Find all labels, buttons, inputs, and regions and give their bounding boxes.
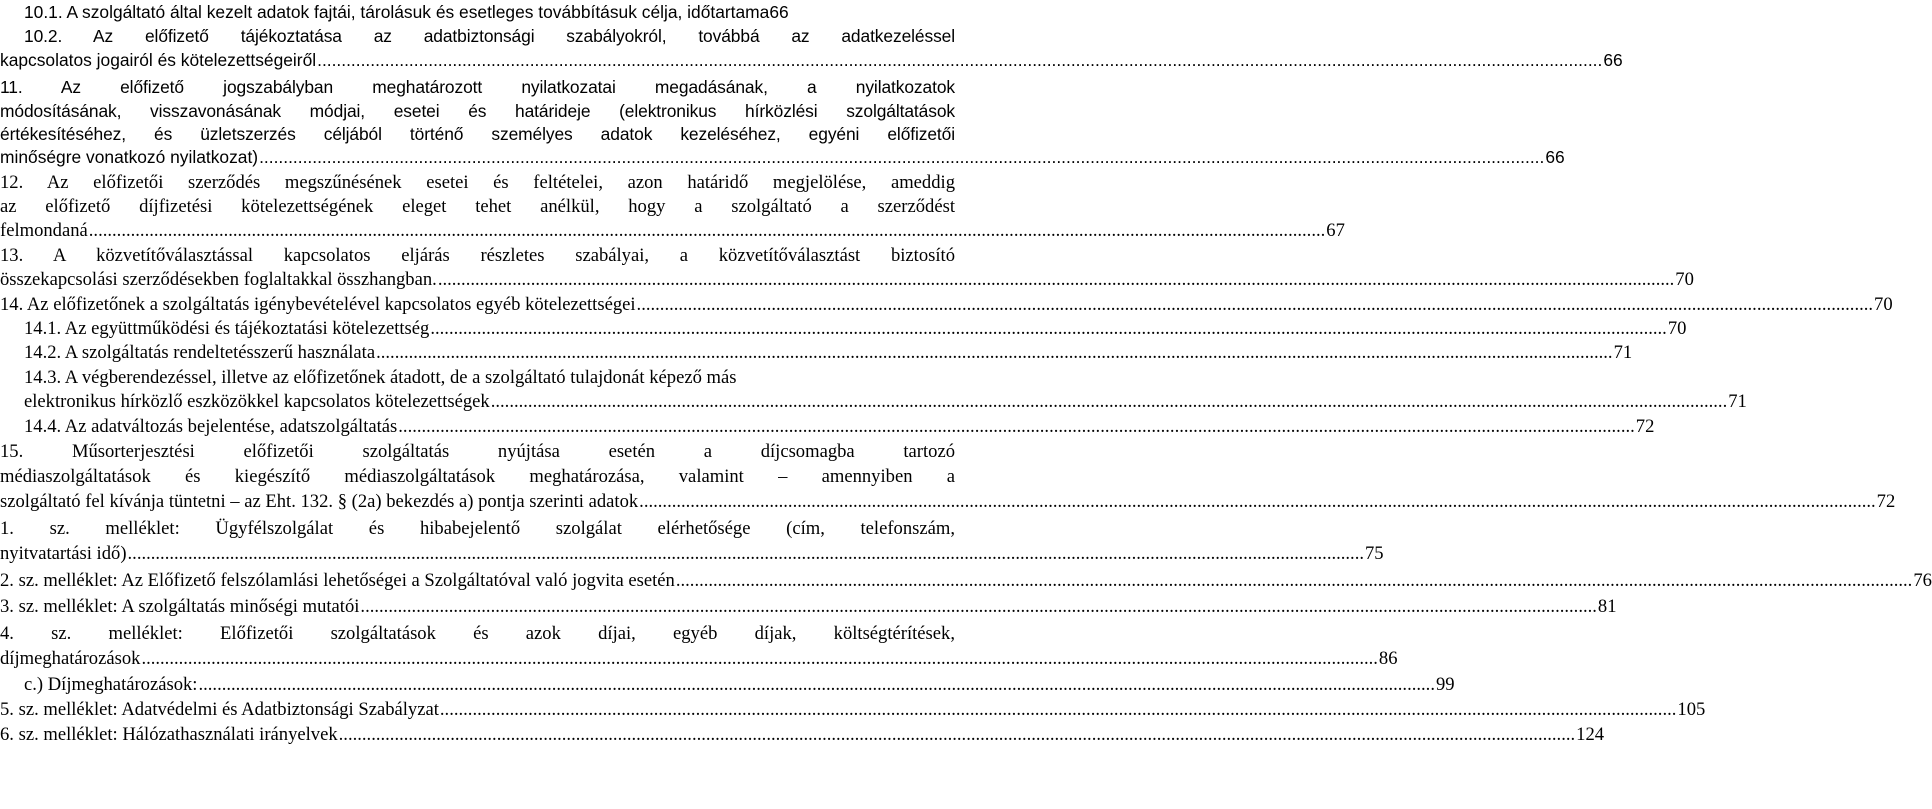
toc-leader-dots — [128, 542, 1364, 566]
toc-page-number: 105 — [1677, 699, 1706, 720]
toc-entry-text: nyitvatartási idő) — [0, 543, 127, 564]
toc-entry-text: 13. A közvetítőválasztással kapcsolatos eljárás részletes szabályai, a közvetítőválasztást biztosító — [0, 245, 955, 266]
toc-appendix-continuation — [0, 542, 1384, 566]
toc-entry-text: 10.2. Az előfizető tájékoztatása az adatbiztonsági szabályokról, továbbá az adatkezeléssel — [24, 26, 955, 46]
toc-appendix-continuation — [0, 647, 1398, 671]
toc-leader-dots — [430, 317, 1666, 341]
toc-entry — [0, 75, 955, 99]
toc-leader-dots — [376, 341, 1612, 365]
toc-appendix-entry — [0, 569, 1932, 593]
toc-leader-dots — [339, 723, 1575, 747]
toc-subentry — [24, 366, 955, 390]
toc-page-number: 76 — [1913, 570, 1932, 591]
toc-entry-text: az előfizető díjfizetési kötelezettségének eleget tehet anélkül, hogy a szolgáltató a szerződést — [0, 196, 955, 217]
toc-entry-text: 14. Az előfizetőnek a szolgáltatás igénybevételével kapcsolatos egyéb kötelezettségei — [0, 294, 636, 315]
toc-leader-dots — [317, 48, 1602, 72]
toc-entry-text: 1. sz. melléklet: Ügyfélszolgálat és hibabejelentő szolgálat elérhetősége (cím, telefonszám, — [0, 518, 955, 539]
toc-entry-text: díjmeghatározások — [0, 648, 141, 669]
toc-page-number: 75 — [1365, 543, 1384, 564]
toc-entry-text: módosításának, visszavonásának módjai, esetei és határideje (elektronikus hírközlési szolgáltatások — [0, 101, 955, 121]
toc-leader-dots — [491, 390, 1727, 414]
toc-entry — [0, 244, 955, 268]
toc-entry-continuation — [0, 48, 1623, 72]
toc-leader-dots — [639, 490, 1875, 514]
toc-entry-continuation — [0, 268, 1694, 292]
toc-appendix-entry — [0, 595, 1617, 619]
toc-appendix-entry — [0, 622, 955, 646]
toc-subentry — [24, 317, 1687, 341]
toc-entry-text: 12. Az előfizetői szerződés megszűnésének esetei és feltételei, azon határidő megjelölése, ameddig — [0, 172, 955, 193]
toc-leader-dots — [360, 595, 1596, 619]
toc-leader-dots — [438, 268, 1674, 292]
toc-page-number: 81 — [1597, 596, 1617, 617]
toc-page-number: 67 — [1326, 220, 1345, 241]
toc-page-number: 71 — [1613, 342, 1633, 363]
toc-page-number: 71 — [1728, 391, 1747, 412]
toc-leader-dots — [398, 415, 1634, 439]
toc-entry — [0, 440, 955, 464]
toc-entry-text: 15. Műsorterjesztési előfizetői szolgáltatás nyújtása esetén a díjcsomagba tartozó — [0, 441, 955, 462]
toc-page-number: 72 — [1876, 491, 1896, 512]
toc-entry-text: 3. sz. melléklet: A szolgáltatás minőségi mutatói — [0, 596, 360, 617]
toc-page-number: 124 — [1576, 724, 1605, 745]
toc-subentry-continuation — [24, 390, 1747, 414]
toc-page-number: 72 — [1635, 416, 1655, 437]
toc-leader-dots — [89, 219, 1325, 243]
toc-entry-text: c.) Díjmeghatározások: — [24, 674, 198, 695]
toc-entry-continuation — [0, 122, 955, 146]
toc-subentry — [24, 341, 1633, 365]
toc-entry-text: felmondaná — [0, 220, 88, 241]
toc-entry-continuation — [0, 465, 955, 489]
toc-leader-dots — [141, 647, 1377, 671]
toc-entry-text: 5. sz. melléklet: Adatvédelmi és Adatbiztonsági Szabályzat — [0, 699, 439, 720]
toc-subentry — [24, 415, 1655, 439]
toc-entry-text: szolgáltató fel kívánja tüntetni – az Eht. 132. § (2a) bekezdés a) pontja szerinti adatok — [0, 491, 639, 512]
toc-entry-text: médiaszolgáltatások és kiegészítő médiaszolgáltatások meghatározása, valamint – amennyiben a — [0, 466, 955, 487]
toc-leader-dots — [440, 698, 1676, 722]
toc-page-number: 66 — [1545, 147, 1565, 167]
toc-entry — [24, 0, 959, 24]
toc-entry-text: értékesítéséhez, és üzletszerzés céljából történő személyes adatok kezeléséhez, egyéni előfizetői — [0, 124, 955, 144]
toc-entry-text: 6. sz. melléklet: Hálózathasználati irányelvek — [0, 724, 338, 745]
toc-entry — [0, 171, 955, 195]
toc-appendix-entry — [0, 698, 1706, 722]
toc-page-number: 86 — [1378, 648, 1398, 669]
toc-leader-dots — [637, 293, 1873, 317]
toc-entry-continuation — [0, 219, 1345, 243]
toc-entry-text: 14.1. Az együttműködési és tájékoztatási kötelezettség — [24, 318, 430, 339]
toc-entry — [0, 293, 1893, 317]
toc-entry-text: 14.4. Az adatváltozás bejelentése, adatszolgáltatás — [24, 416, 398, 437]
toc-page-number: 70 — [1874, 294, 1893, 315]
toc-page-number: 70 — [1675, 269, 1694, 290]
toc-page-number: 99 — [1435, 674, 1455, 695]
toc-entry-continuation — [0, 195, 955, 219]
toc-entry-text: 14.2. A szolgáltatás rendeltetésszerű használata — [24, 342, 376, 363]
toc-entry-text: minőségre vonatkozó nyilatkozat) — [0, 147, 259, 167]
toc-appendix-entry — [0, 517, 955, 541]
toc-leader-dots — [198, 673, 1434, 697]
toc-appendix-entry — [0, 723, 1605, 747]
toc-entry-text: kapcsolatos jogairól és kötelezettségeiről — [0, 50, 317, 70]
toc-entry-continuation — [0, 490, 1896, 514]
toc-leader-dots — [676, 569, 1912, 593]
toc-entry-text: 14.3. A végberendezéssel, illetve az előfizetőnek átadott, de a szolgáltató tulajdonát képező más — [24, 367, 737, 388]
toc-entry-text: 10.1. A szolgáltató által kezelt adatok fajtái, tárolásuk és esetleges továbbításuk célja, időtartama — [24, 2, 770, 22]
toc-leader-dots — [259, 145, 1544, 169]
toc-entry-text: 2. sz. melléklet: Az Előfizető felszólamlási lehetőségei a Szolgáltatóval való jogvita esetén — [0, 570, 675, 591]
toc-page-number: 66 — [1603, 50, 1623, 70]
toc-entry-text: 11. Az előfizető jogszabályban meghatározott nyilatkozatai megadásának, a nyilatkozatok — [0, 77, 955, 97]
toc-entry-text: 4. sz. melléklet: Előfizetői szolgáltatások és azok díjai, egyéb díjak, költségtérítések, — [0, 623, 955, 644]
toc-entry-continuation — [0, 99, 955, 123]
toc-entry-text: összekapcsolási szerződésekben foglaltakkal összhangban. — [0, 269, 437, 290]
toc-entry-continuation — [0, 145, 1565, 169]
toc-entry-text: elektronikus hírközlő eszközökkel kapcsolatos kötelezettségek — [24, 391, 490, 412]
toc-entry — [24, 24, 955, 48]
toc-subentry — [24, 673, 1455, 697]
toc-page-number: 70 — [1667, 318, 1687, 339]
toc-page-number: 66 — [769, 2, 789, 22]
